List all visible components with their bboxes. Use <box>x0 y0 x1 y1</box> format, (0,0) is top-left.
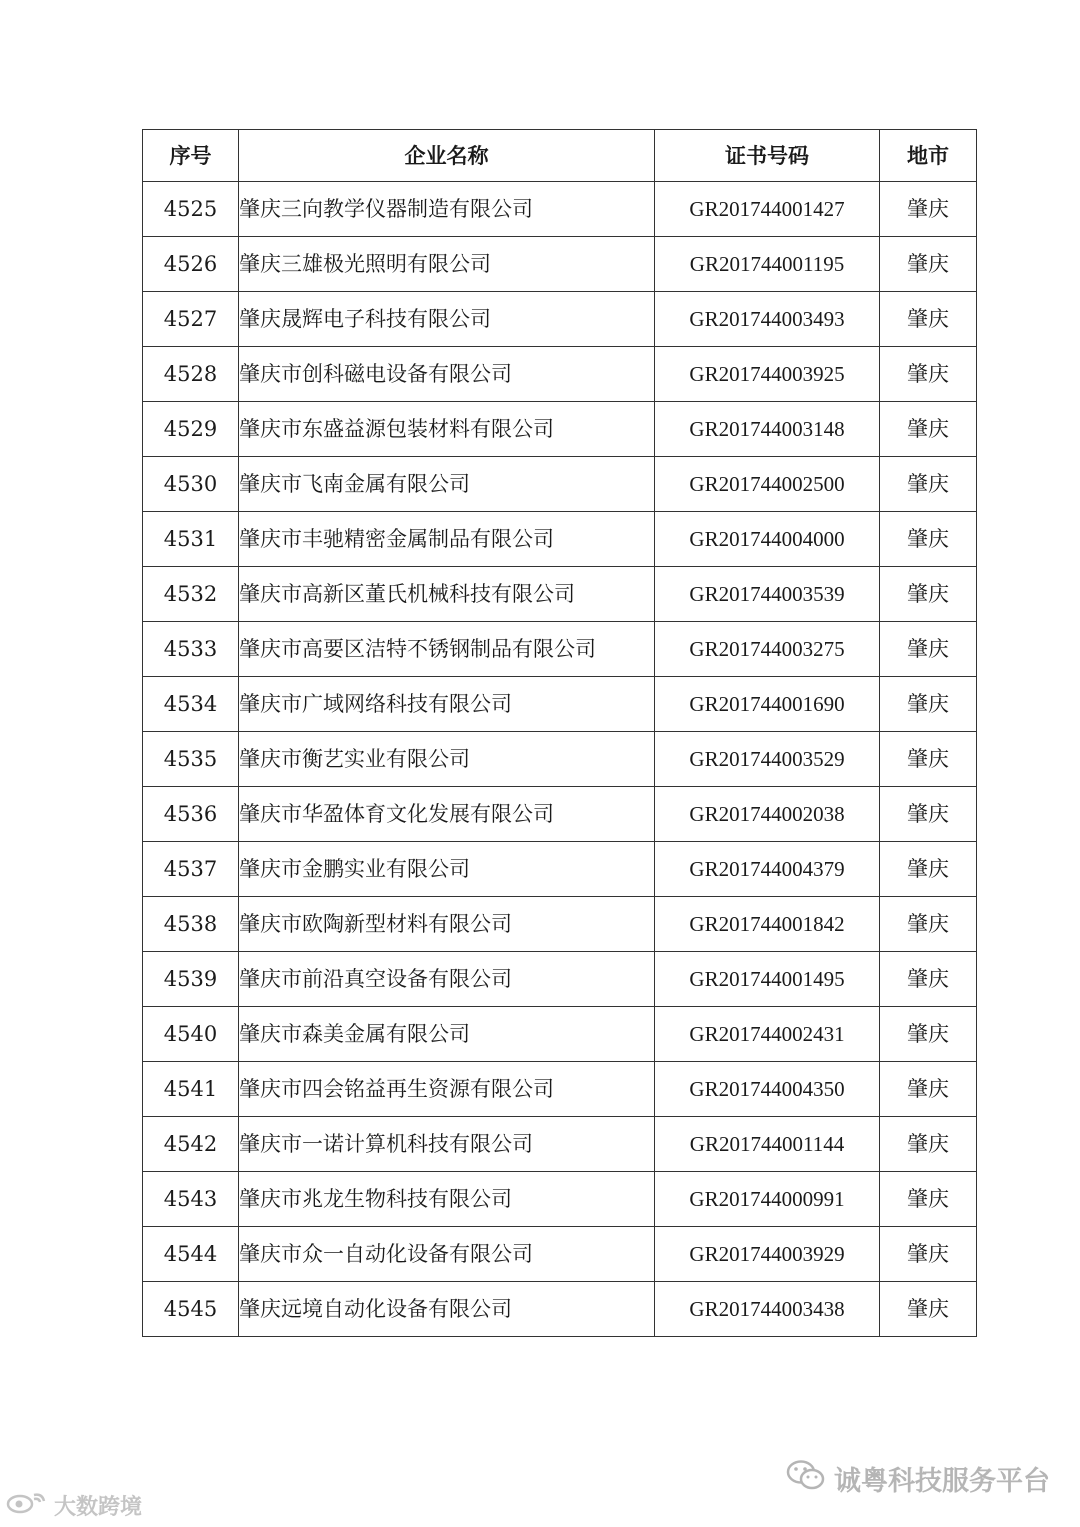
row-seq: 4527 <box>143 292 239 347</box>
row-city: 肇庆 <box>880 1172 977 1227</box>
table-row <box>143 1282 977 1337</box>
table-header-row <box>143 130 977 182</box>
row-company-name: 肇庆三雄极光照明有限公司 <box>239 237 655 292</box>
row-company-name: 肇庆市衡艺实业有限公司 <box>239 732 655 787</box>
table-row <box>143 897 977 952</box>
row-company-name: 肇庆市华盈体育文化发展有限公司 <box>239 787 655 842</box>
row-city: 肇庆 <box>880 842 977 897</box>
row-company-name: 肇庆晟辉电子科技有限公司 <box>239 292 655 347</box>
row-seq: 4540 <box>143 1007 239 1062</box>
row-seq: 4531 <box>143 512 239 567</box>
wechat-icon <box>786 1458 826 1499</box>
table-row <box>143 237 977 292</box>
row-company-name: 肇庆市众一自动化设备有限公司 <box>239 1227 655 1282</box>
table-row <box>143 732 977 787</box>
row-cert-number: GR201744002038 <box>655 787 880 842</box>
wechat-watermark <box>786 1458 1050 1498</box>
row-cert-number: GR201744003438 <box>655 1282 880 1337</box>
row-cert-number: GR201744003529 <box>655 732 880 787</box>
row-seq: 4536 <box>143 787 239 842</box>
row-city: 肇庆 <box>880 1062 977 1117</box>
table-row <box>143 1227 977 1282</box>
row-city: 肇庆 <box>880 292 977 347</box>
row-cert-number: GR201744001690 <box>655 677 880 732</box>
table-body <box>143 182 977 1337</box>
table-row <box>143 787 977 842</box>
header-cert: 证书号码 <box>655 130 880 182</box>
table-row <box>143 1117 977 1172</box>
header-seq: 序号 <box>143 130 239 182</box>
table-row <box>143 457 977 512</box>
row-city: 肇庆 <box>880 677 977 732</box>
row-city: 肇庆 <box>880 897 977 952</box>
row-company-name: 肇庆市前沿真空设备有限公司 <box>239 952 655 1007</box>
row-cert-number: GR201744001842 <box>655 897 880 952</box>
row-city: 肇庆 <box>880 1227 977 1282</box>
row-cert-number: GR201744003148 <box>655 402 880 457</box>
header-city: 地市 <box>880 130 977 182</box>
row-city: 肇庆 <box>880 347 977 402</box>
row-city: 肇庆 <box>880 1282 977 1337</box>
row-company-name: 肇庆市欧陶新型材料有限公司 <box>239 897 655 952</box>
header-name: 企业名称 <box>239 130 655 182</box>
row-cert-number: GR201744001144 <box>655 1117 880 1172</box>
wechat-watermark-text: 诚粤科技服务平台 <box>834 1465 1050 1497</box>
row-city: 肇庆 <box>880 182 977 237</box>
row-seq: 4534 <box>143 677 239 732</box>
table-row <box>143 182 977 237</box>
table-row <box>143 622 977 677</box>
row-seq: 4545 <box>143 1282 239 1337</box>
row-city: 肇庆 <box>880 237 977 292</box>
row-seq: 4528 <box>143 347 239 402</box>
row-cert-number: GR201744001195 <box>655 237 880 292</box>
row-city: 肇庆 <box>880 457 977 512</box>
table-row <box>143 952 977 1007</box>
row-seq: 4541 <box>143 1062 239 1117</box>
row-company-name: 肇庆市金鹏实业有限公司 <box>239 842 655 897</box>
row-company-name: 肇庆市一诺计算机科技有限公司 <box>239 1117 655 1172</box>
row-cert-number: GR201744003925 <box>655 347 880 402</box>
table-row <box>143 842 977 897</box>
row-city: 肇庆 <box>880 787 977 842</box>
row-company-name: 肇庆市广域网络科技有限公司 <box>239 677 655 732</box>
row-city: 肇庆 <box>880 622 977 677</box>
platform-watermark-text: 大数跨境 <box>54 1494 143 1520</box>
row-cert-number: GR201744003275 <box>655 622 880 677</box>
row-city: 肇庆 <box>880 402 977 457</box>
row-cert-number: GR201744000991 <box>655 1172 880 1227</box>
table-row <box>143 512 977 567</box>
row-seq: 4537 <box>143 842 239 897</box>
row-company-name: 肇庆远境自动化设备有限公司 <box>239 1282 655 1337</box>
table-row <box>143 1007 977 1062</box>
row-company-name: 肇庆市高新区董氏机械科技有限公司 <box>239 567 655 622</box>
row-seq: 4530 <box>143 457 239 512</box>
weibo-eye-icon <box>6 1489 48 1521</box>
table-row <box>143 567 977 622</box>
row-cert-number: GR201744001427 <box>655 182 880 237</box>
row-seq: 4543 <box>143 1172 239 1227</box>
row-city: 肇庆 <box>880 567 977 622</box>
platform-watermark <box>6 1490 142 1520</box>
enterprise-table <box>142 129 977 1337</box>
row-seq: 4539 <box>143 952 239 1007</box>
row-city: 肇庆 <box>880 1117 977 1172</box>
row-company-name: 肇庆三向教学仪器制造有限公司 <box>239 182 655 237</box>
row-cert-number: GR201744003929 <box>655 1227 880 1282</box>
table-row <box>143 1062 977 1117</box>
row-company-name: 肇庆市飞南金属有限公司 <box>239 457 655 512</box>
row-cert-number: GR201744004000 <box>655 512 880 567</box>
row-cert-number: GR201744002431 <box>655 1007 880 1062</box>
row-company-name: 肇庆市丰驰精密金属制品有限公司 <box>239 512 655 567</box>
row-city: 肇庆 <box>880 732 977 787</box>
table-row <box>143 1172 977 1227</box>
row-seq: 4542 <box>143 1117 239 1172</box>
row-company-name: 肇庆市兆龙生物科技有限公司 <box>239 1172 655 1227</box>
row-company-name: 肇庆市高要区洁特不锈钢制品有限公司 <box>239 622 655 677</box>
row-company-name: 肇庆市森美金属有限公司 <box>239 1007 655 1062</box>
row-cert-number: GR201744002500 <box>655 457 880 512</box>
row-seq: 4532 <box>143 567 239 622</box>
row-cert-number: GR201744003493 <box>655 292 880 347</box>
row-company-name: 肇庆市四会铭益再生资源有限公司 <box>239 1062 655 1117</box>
row-city: 肇庆 <box>880 512 977 567</box>
row-company-name: 肇庆市东盛益源包装材料有限公司 <box>239 402 655 457</box>
table-row <box>143 677 977 732</box>
row-city: 肇庆 <box>880 952 977 1007</box>
row-cert-number: GR201744004379 <box>655 842 880 897</box>
row-seq: 4538 <box>143 897 239 952</box>
row-city: 肇庆 <box>880 1007 977 1062</box>
table-row <box>143 402 977 457</box>
row-cert-number: GR201744001495 <box>655 952 880 1007</box>
row-company-name: 肇庆市创科磁电设备有限公司 <box>239 347 655 402</box>
row-cert-number: GR201744003539 <box>655 567 880 622</box>
row-seq: 4526 <box>143 237 239 292</box>
row-seq: 4529 <box>143 402 239 457</box>
row-cert-number: GR201744004350 <box>655 1062 880 1117</box>
table-row <box>143 347 977 402</box>
row-seq: 4544 <box>143 1227 239 1282</box>
row-seq: 4535 <box>143 732 239 787</box>
row-seq: 4533 <box>143 622 239 677</box>
table-row <box>143 292 977 347</box>
row-seq: 4525 <box>143 182 239 237</box>
